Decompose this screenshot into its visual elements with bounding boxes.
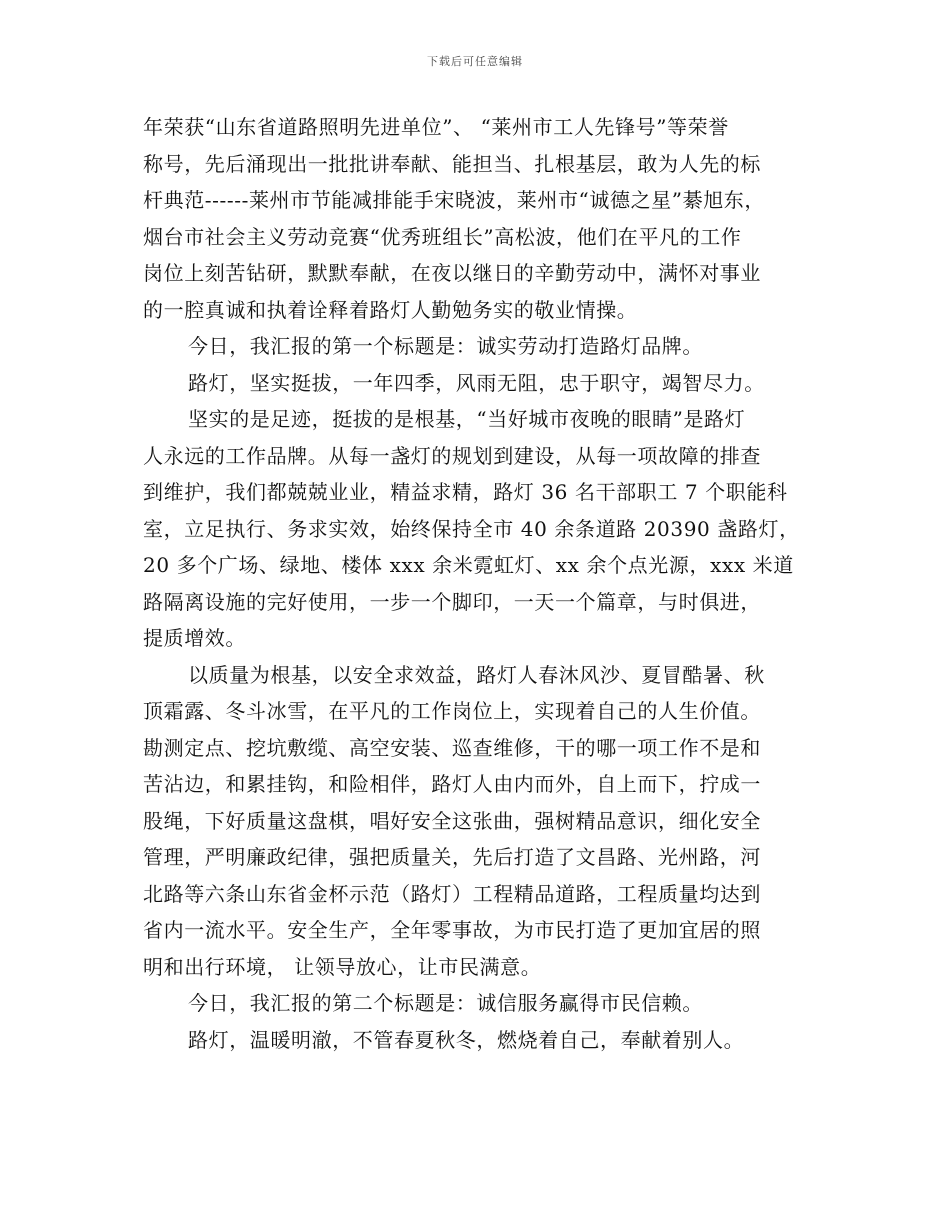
text-line: 路灯，温暖明澈，不管春夏秋冬，燃烧着自己，奉献着别人。 — [188, 1027, 745, 1052]
section-heading: 今日，我汇报的第一个标题是：诚实劳动打造路灯品牌。 — [188, 334, 703, 358]
text-line: 顶霜露、冬斗冰雪，在平凡的工作岗位上，实现着自己的人生价值。 — [143, 699, 761, 723]
text-line: 明和出行环境， 让领导放心，让市民满意。 — [143, 954, 542, 979]
text-line: 勘测定点、挖坑敷缆、高空安装、巡查维修，干的哪一项工作不是和 — [143, 735, 761, 760]
text-line: 20 多个广场、绿地、楼体 xxx 余米霓虹灯、xx 余个点光源，xxx 米道 — [143, 553, 794, 577]
page-header: 下载后可任意编辑 — [427, 55, 523, 68]
text-line: 室，立足执行、务求实效，始终保持全市 40 余条道路 20390 盏路灯， — [143, 516, 800, 541]
text-line: 管理，严明廉政纪律，强把质量关，先后打造了文昌路、光州路，河 — [143, 845, 761, 869]
text-line: 路灯，坚实挺拔，一年四季，风雨无阻，忠于职守，竭智尽力。 — [188, 370, 765, 395]
text-line: 的一腔真诚和执着诠释着路灯人勤勉务实的敬业情操。 — [143, 297, 638, 322]
text-line: 岗位上刻苦钻研，默默奉献，在夜以继日的辛勤劳动中，满怀对事业 — [143, 261, 761, 285]
text-line: 提质增效。 — [143, 626, 246, 650]
text-line: 杆典范------莱州市节能减排能手宋晓波，莱州市“诚德之星”綦旭东， — [143, 188, 765, 212]
text-line: 人永远的工作品牌。从每一盏灯的规划到建设，从每一项故障的排查 — [143, 443, 761, 468]
text-line: 省内一流水平。安全生产，全年零事故，为市民打造了更加宜居的照 — [143, 918, 761, 942]
text-line: 以质量为根基，以安全求效益，路灯人春沐风沙、夏冒酷暑、秋 — [188, 662, 765, 687]
section-heading: 今日，我汇报的第二个标题是：诚信服务赢得市民信赖。 — [188, 991, 703, 1015]
text-line: 称号，先后涌现出一批批讲奉献、能担当、扎根基层，敢为人先的标 — [143, 151, 761, 176]
text-line: 苦沾边，和累挂钩，和险相伴，路灯人由内而外，自上而下，拧成一 — [143, 772, 761, 796]
document-body — [143, 109, 823, 1058]
text-line: 年荣获“山东省道路照明先进单位”、 “莱州市工人先锋号”等荣誉 — [143, 115, 729, 139]
text-line: 股绳，下好质量这盘棋，唱好安全这张曲，强树精品意识，细化安全 — [143, 808, 761, 833]
text-line: 烟台市社会主义劳动竞赛“优秀班组长”高松波，他们在平凡的工作 — [143, 224, 742, 249]
text-line: 到维护，我们都兢兢业业，精益求精，路灯 36 名干部职工 7 个职能科 — [143, 480, 788, 504]
text-line: 坚实的是足迹，挺拔的是根基，“当好城市夜晚的眼睛”是路灯 — [188, 407, 746, 431]
text-line: 北路等六条山东省金杯示范（路灯）工程精品道路，工程质量均达到 — [143, 881, 761, 906]
text-line: 路隔离设施的完好使用，一步一个脚印，一天一个篇章，与时俱进， — [143, 589, 761, 614]
